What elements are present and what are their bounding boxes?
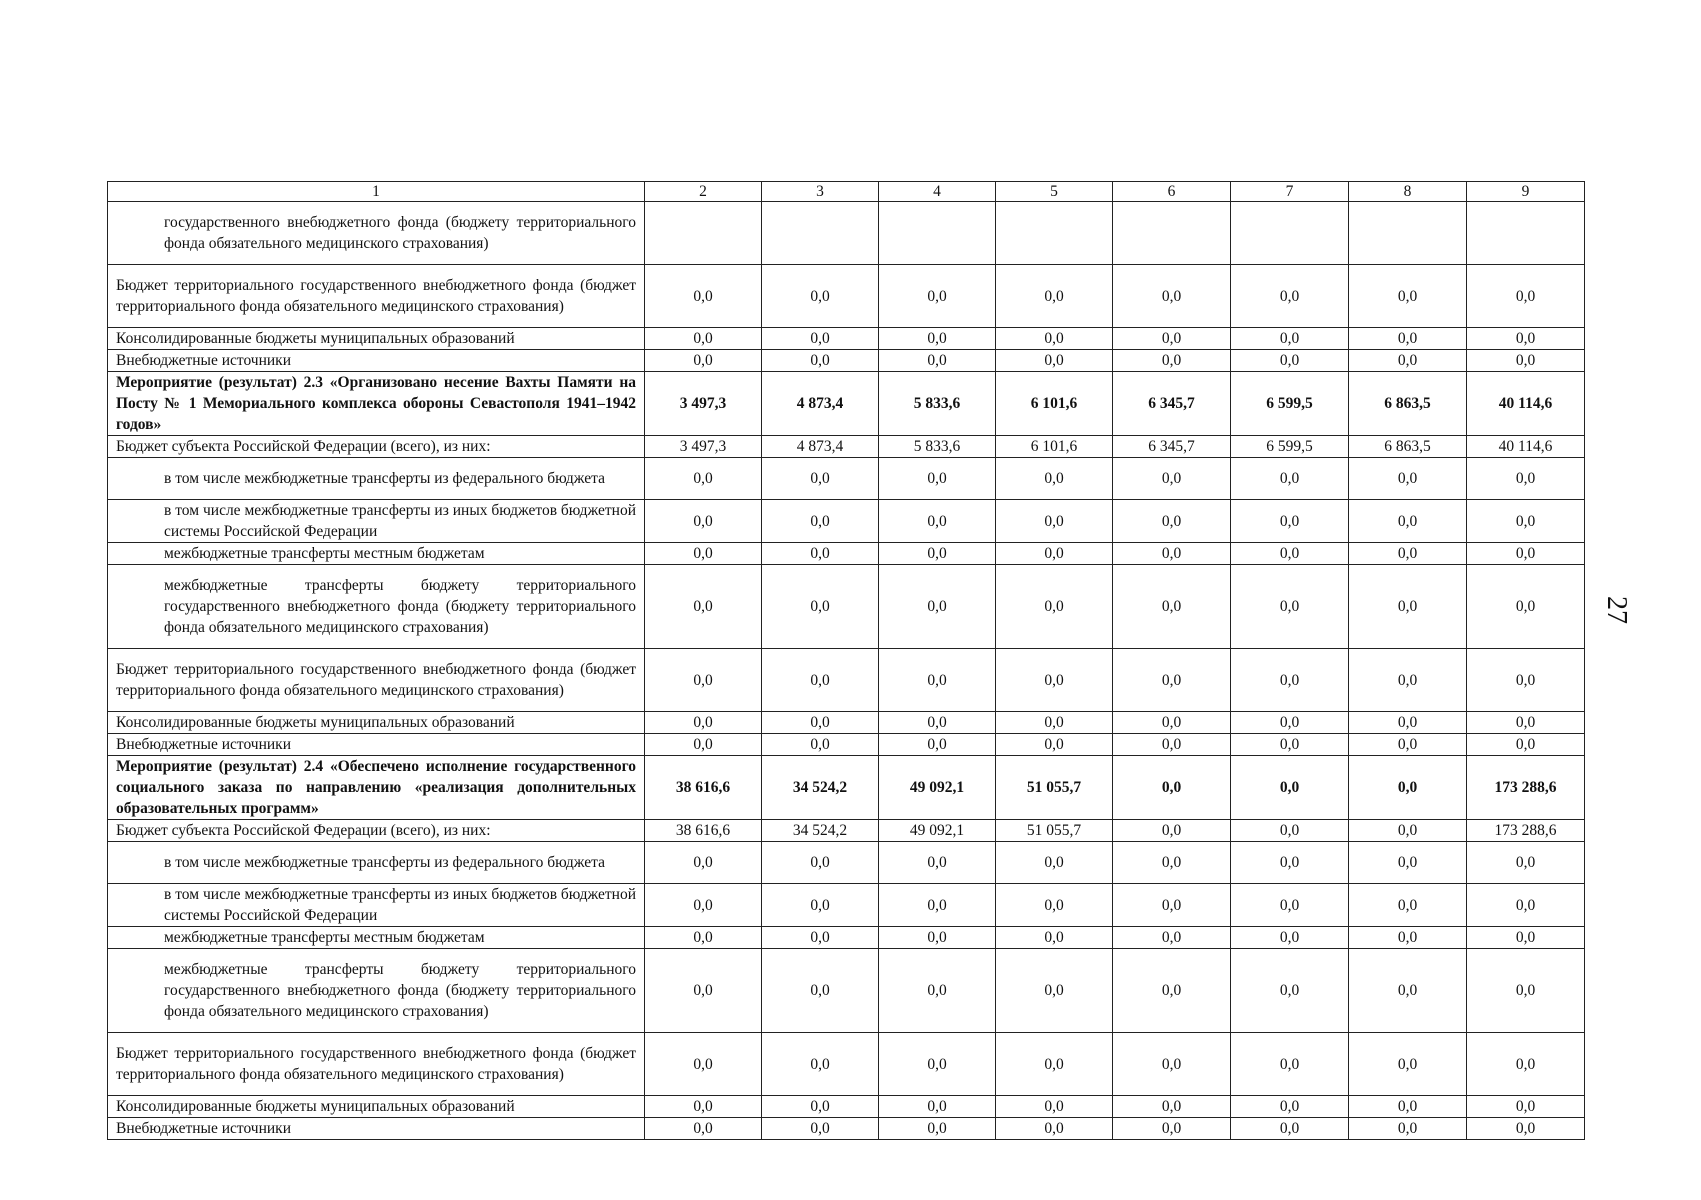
value-cell: 0,0 xyxy=(996,927,1113,949)
value-cell: 0,0 xyxy=(1231,350,1349,372)
value-cell: 0,0 xyxy=(996,1096,1113,1118)
value-cell: 0,0 xyxy=(762,1118,879,1140)
value-cell: 6 863,5 xyxy=(1349,372,1467,436)
row-label: в том числе межбюджетные трансферты из федерального бюджета xyxy=(108,842,645,884)
budget-table xyxy=(107,181,1585,1140)
value-cell: 4 873,4 xyxy=(762,436,879,458)
table-row xyxy=(108,565,1585,649)
value-cell: 38 616,6 xyxy=(645,756,762,820)
value-cell xyxy=(996,202,1113,265)
value-cell: 0,0 xyxy=(1113,350,1231,372)
table-row xyxy=(108,1033,1585,1096)
value-cell: 34 524,2 xyxy=(762,756,879,820)
table-row xyxy=(108,1118,1585,1140)
value-cell: 34 524,2 xyxy=(762,820,879,842)
value-cell: 0,0 xyxy=(1113,500,1231,543)
value-cell: 49 092,1 xyxy=(879,756,996,820)
value-cell: 0,0 xyxy=(1113,734,1231,756)
value-cell: 0,0 xyxy=(1113,543,1231,565)
value-cell: 0,0 xyxy=(762,565,879,649)
value-cell: 6 863,5 xyxy=(1349,436,1467,458)
value-cell: 0,0 xyxy=(996,458,1113,500)
row-label: межбюджетные трансферты бюджету территориального государственного внебюджетного фонда (бюджету территориального фонда обязательного медицинского страхования) xyxy=(108,565,645,649)
row-label: в том числе межбюджетные трансферты из федерального бюджета xyxy=(108,458,645,500)
value-cell: 0,0 xyxy=(1349,1033,1467,1096)
value-cell: 0,0 xyxy=(1467,500,1585,543)
value-cell: 0,0 xyxy=(1231,1118,1349,1140)
value-cell: 0,0 xyxy=(1467,734,1585,756)
value-cell: 0,0 xyxy=(762,842,879,884)
value-cell: 173 288,6 xyxy=(1467,756,1585,820)
table-row xyxy=(108,756,1585,820)
value-cell: 0,0 xyxy=(996,842,1113,884)
value-cell: 0,0 xyxy=(1467,565,1585,649)
value-cell: 0,0 xyxy=(645,565,762,649)
table-row xyxy=(108,734,1585,756)
value-cell: 0,0 xyxy=(762,734,879,756)
value-cell: 0,0 xyxy=(1349,734,1467,756)
value-cell: 0,0 xyxy=(1349,884,1467,927)
value-cell: 0,0 xyxy=(879,350,996,372)
value-cell: 0,0 xyxy=(1349,543,1467,565)
table-row xyxy=(108,500,1585,543)
row-label: Внебюджетные источники xyxy=(108,1118,645,1140)
header-cell: 7 xyxy=(1231,182,1349,202)
value-cell: 0,0 xyxy=(762,927,879,949)
value-cell: 0,0 xyxy=(996,350,1113,372)
table-row xyxy=(108,820,1585,842)
value-cell: 0,0 xyxy=(645,949,762,1033)
value-cell: 3 497,3 xyxy=(645,372,762,436)
value-cell: 0,0 xyxy=(1349,565,1467,649)
value-cell: 0,0 xyxy=(762,543,879,565)
row-label: Консолидированные бюджеты муниципальных образований xyxy=(108,328,645,350)
value-cell: 0,0 xyxy=(1467,884,1585,927)
value-cell: 0,0 xyxy=(1231,543,1349,565)
value-cell: 0,0 xyxy=(996,1033,1113,1096)
row-label: Бюджет субъекта Российской Федерации (всего), из них: xyxy=(108,436,645,458)
header-cell: 3 xyxy=(762,182,879,202)
header-cell: 8 xyxy=(1349,182,1467,202)
value-cell: 0,0 xyxy=(645,712,762,734)
page-number: 27 xyxy=(1601,596,1632,624)
value-cell: 0,0 xyxy=(1349,712,1467,734)
value-cell: 0,0 xyxy=(879,649,996,712)
row-label: в том числе межбюджетные трансферты из иных бюджетов бюджетной системы Российской Федерации xyxy=(108,884,645,927)
value-cell: 0,0 xyxy=(645,328,762,350)
value-cell: 0,0 xyxy=(1113,328,1231,350)
value-cell: 0,0 xyxy=(879,1033,996,1096)
value-cell: 0,0 xyxy=(645,927,762,949)
value-cell: 0,0 xyxy=(762,649,879,712)
value-cell: 0,0 xyxy=(1113,756,1231,820)
value-cell: 38 616,6 xyxy=(645,820,762,842)
value-cell: 0,0 xyxy=(1113,927,1231,949)
value-cell: 0,0 xyxy=(996,543,1113,565)
value-cell xyxy=(1467,202,1585,265)
value-cell: 0,0 xyxy=(996,649,1113,712)
value-cell: 0,0 xyxy=(1113,842,1231,884)
value-cell: 0,0 xyxy=(1349,458,1467,500)
value-cell: 0,0 xyxy=(1349,756,1467,820)
value-cell: 0,0 xyxy=(1467,1096,1585,1118)
value-cell: 3 497,3 xyxy=(645,436,762,458)
value-cell: 0,0 xyxy=(1467,265,1585,328)
table-row xyxy=(108,712,1585,734)
value-cell: 0,0 xyxy=(1231,884,1349,927)
value-cell: 0,0 xyxy=(762,500,879,543)
value-cell: 0,0 xyxy=(1349,842,1467,884)
value-cell: 0,0 xyxy=(1467,649,1585,712)
value-cell: 0,0 xyxy=(1349,649,1467,712)
value-cell: 0,0 xyxy=(1349,927,1467,949)
value-cell: 6 345,7 xyxy=(1113,436,1231,458)
value-cell: 0,0 xyxy=(645,1096,762,1118)
value-cell xyxy=(1231,202,1349,265)
value-cell: 0,0 xyxy=(645,1033,762,1096)
row-label: Бюджет территориального государственного внебюджетного фонда (бюджет территориального фонда обязательного медицинского страхования) xyxy=(108,649,645,712)
value-cell: 0,0 xyxy=(1349,1096,1467,1118)
value-cell: 0,0 xyxy=(645,500,762,543)
value-cell: 0,0 xyxy=(1113,1096,1231,1118)
table-row xyxy=(108,202,1585,265)
value-cell: 0,0 xyxy=(1349,350,1467,372)
value-cell: 0,0 xyxy=(1113,712,1231,734)
value-cell xyxy=(1349,202,1467,265)
value-cell: 0,0 xyxy=(1467,712,1585,734)
value-cell: 0,0 xyxy=(762,328,879,350)
value-cell: 0,0 xyxy=(1231,265,1349,328)
value-cell: 6 101,6 xyxy=(996,436,1113,458)
row-label: межбюджетные трансферты бюджету территориального государственного внебюджетного фонда (бюджету территориального фонда обязательного медицинского страхования) xyxy=(108,949,645,1033)
table-row xyxy=(108,842,1585,884)
value-cell: 0,0 xyxy=(996,265,1113,328)
value-cell: 0,0 xyxy=(1467,328,1585,350)
value-cell: 49 092,1 xyxy=(879,820,996,842)
value-cell: 0,0 xyxy=(996,565,1113,649)
value-cell: 40 114,6 xyxy=(1467,372,1585,436)
value-cell: 0,0 xyxy=(1349,265,1467,328)
value-cell: 0,0 xyxy=(879,842,996,884)
value-cell: 51 055,7 xyxy=(996,820,1113,842)
value-cell: 0,0 xyxy=(1113,649,1231,712)
value-cell: 0,0 xyxy=(879,949,996,1033)
table-row xyxy=(108,884,1585,927)
value-cell: 0,0 xyxy=(1231,649,1349,712)
value-cell: 0,0 xyxy=(879,565,996,649)
header-cell: 1 xyxy=(108,182,645,202)
row-label: межбюджетные трансферты местным бюджетам xyxy=(108,927,645,949)
row-label: государственного внебюджетного фонда (бюджету территориального фонда обязательного медицинского страхования) xyxy=(108,202,645,265)
row-label: Бюджет территориального государственного внебюджетного фонда (бюджет территориального фонда обязательного медицинского страхования) xyxy=(108,1033,645,1096)
value-cell xyxy=(879,202,996,265)
table-row xyxy=(108,927,1585,949)
value-cell: 0,0 xyxy=(762,265,879,328)
value-cell: 0,0 xyxy=(1231,1096,1349,1118)
value-cell: 0,0 xyxy=(645,842,762,884)
value-cell: 173 288,6 xyxy=(1467,820,1585,842)
header-cell: 4 xyxy=(879,182,996,202)
header-cell: 5 xyxy=(996,182,1113,202)
value-cell: 0,0 xyxy=(1467,350,1585,372)
value-cell: 0,0 xyxy=(996,884,1113,927)
value-cell: 6 599,5 xyxy=(1231,372,1349,436)
value-cell: 0,0 xyxy=(1467,1118,1585,1140)
value-cell: 0,0 xyxy=(879,1118,996,1140)
value-cell: 0,0 xyxy=(1231,328,1349,350)
value-cell: 4 873,4 xyxy=(762,372,879,436)
value-cell: 0,0 xyxy=(1231,927,1349,949)
value-cell: 0,0 xyxy=(879,500,996,543)
value-cell: 0,0 xyxy=(1231,756,1349,820)
value-cell: 0,0 xyxy=(1349,500,1467,543)
value-cell: 0,0 xyxy=(879,884,996,927)
value-cell: 0,0 xyxy=(1113,884,1231,927)
value-cell: 0,0 xyxy=(762,949,879,1033)
value-cell: 0,0 xyxy=(879,734,996,756)
value-cell: 6 101,6 xyxy=(996,372,1113,436)
table-row xyxy=(108,458,1585,500)
row-label: Внебюджетные источники xyxy=(108,734,645,756)
value-cell xyxy=(762,202,879,265)
value-cell xyxy=(645,202,762,265)
value-cell: 0,0 xyxy=(1231,734,1349,756)
value-cell: 0,0 xyxy=(1349,949,1467,1033)
value-cell: 0,0 xyxy=(996,500,1113,543)
value-cell: 0,0 xyxy=(1231,949,1349,1033)
value-cell: 0,0 xyxy=(1467,458,1585,500)
value-cell: 0,0 xyxy=(879,1096,996,1118)
row-label: Бюджет субъекта Российской Федерации (всего), из них: xyxy=(108,820,645,842)
value-cell: 0,0 xyxy=(1231,458,1349,500)
value-cell: 0,0 xyxy=(879,543,996,565)
value-cell: 5 833,6 xyxy=(879,436,996,458)
row-label: Консолидированные бюджеты муниципальных образований xyxy=(108,1096,645,1118)
value-cell: 51 055,7 xyxy=(996,756,1113,820)
value-cell: 0,0 xyxy=(645,350,762,372)
header-row xyxy=(108,182,1585,202)
value-cell: 40 114,6 xyxy=(1467,436,1585,458)
value-cell: 0,0 xyxy=(1113,565,1231,649)
value-cell: 0,0 xyxy=(1113,949,1231,1033)
value-cell: 0,0 xyxy=(1113,265,1231,328)
value-cell: 0,0 xyxy=(645,884,762,927)
row-label: Внебюджетные источники xyxy=(108,350,645,372)
row-label: Бюджет территориального государственного внебюджетного фонда (бюджет территориального фонда обязательного медицинского страхования) xyxy=(108,265,645,328)
table-row xyxy=(108,949,1585,1033)
value-cell: 0,0 xyxy=(645,265,762,328)
value-cell: 0,0 xyxy=(879,712,996,734)
value-cell: 0,0 xyxy=(762,712,879,734)
value-cell: 0,0 xyxy=(1231,1033,1349,1096)
value-cell: 0,0 xyxy=(1113,1033,1231,1096)
value-cell: 0,0 xyxy=(1113,820,1231,842)
table-row xyxy=(108,350,1585,372)
value-cell: 0,0 xyxy=(996,712,1113,734)
value-cell: 0,0 xyxy=(762,1096,879,1118)
value-cell: 0,0 xyxy=(1349,328,1467,350)
row-label: Мероприятие (результат) 2.4 «Обеспечено исполнение государственного социального заказа по направлению «реализация дополнительных образовательных программ» xyxy=(108,756,645,820)
value-cell: 0,0 xyxy=(762,884,879,927)
value-cell: 0,0 xyxy=(1113,1118,1231,1140)
value-cell: 0,0 xyxy=(996,328,1113,350)
header-cell: 2 xyxy=(645,182,762,202)
value-cell: 0,0 xyxy=(762,458,879,500)
value-cell: 0,0 xyxy=(645,458,762,500)
value-cell: 6 345,7 xyxy=(1113,372,1231,436)
row-label: Мероприятие (результат) 2.3 «Организовано несение Вахты Памяти на Посту № 1 Мемориального комплекса обороны Севастополя 1941–1942 годов» xyxy=(108,372,645,436)
table-row xyxy=(108,1096,1585,1118)
table-row xyxy=(108,649,1585,712)
table-row xyxy=(108,543,1585,565)
value-cell: 0,0 xyxy=(996,734,1113,756)
value-cell: 0,0 xyxy=(879,927,996,949)
value-cell: 0,0 xyxy=(1467,927,1585,949)
header-cell: 9 xyxy=(1467,182,1585,202)
value-cell: 6 599,5 xyxy=(1231,436,1349,458)
value-cell: 0,0 xyxy=(645,543,762,565)
table-row xyxy=(108,436,1585,458)
value-cell: 0,0 xyxy=(645,649,762,712)
value-cell: 0,0 xyxy=(1467,543,1585,565)
value-cell xyxy=(1113,202,1231,265)
value-cell: 0,0 xyxy=(879,265,996,328)
value-cell: 5 833,6 xyxy=(879,372,996,436)
value-cell: 0,0 xyxy=(1467,949,1585,1033)
value-cell: 0,0 xyxy=(996,949,1113,1033)
table-row xyxy=(108,265,1585,328)
header-cell: 6 xyxy=(1113,182,1231,202)
value-cell: 0,0 xyxy=(1113,458,1231,500)
value-cell: 0,0 xyxy=(762,350,879,372)
value-cell: 0,0 xyxy=(879,458,996,500)
value-cell: 0,0 xyxy=(1349,1118,1467,1140)
value-cell: 0,0 xyxy=(1231,500,1349,543)
value-cell: 0,0 xyxy=(1467,1033,1585,1096)
value-cell: 0,0 xyxy=(996,1118,1113,1140)
table-row xyxy=(108,372,1585,436)
value-cell: 0,0 xyxy=(879,328,996,350)
value-cell: 0,0 xyxy=(1231,565,1349,649)
value-cell: 0,0 xyxy=(762,1033,879,1096)
row-label: межбюджетные трансферты местным бюджетам xyxy=(108,543,645,565)
value-cell: 0,0 xyxy=(1231,712,1349,734)
row-label: Консолидированные бюджеты муниципальных образований xyxy=(108,712,645,734)
row-label: в том числе межбюджетные трансферты из иных бюджетов бюджетной системы Российской Федерации xyxy=(108,500,645,543)
value-cell: 0,0 xyxy=(645,1118,762,1140)
table-row xyxy=(108,328,1585,350)
value-cell: 0,0 xyxy=(1231,842,1349,884)
value-cell: 0,0 xyxy=(645,734,762,756)
value-cell: 0,0 xyxy=(1467,842,1585,884)
value-cell: 0,0 xyxy=(1231,820,1349,842)
value-cell: 0,0 xyxy=(1349,820,1467,842)
